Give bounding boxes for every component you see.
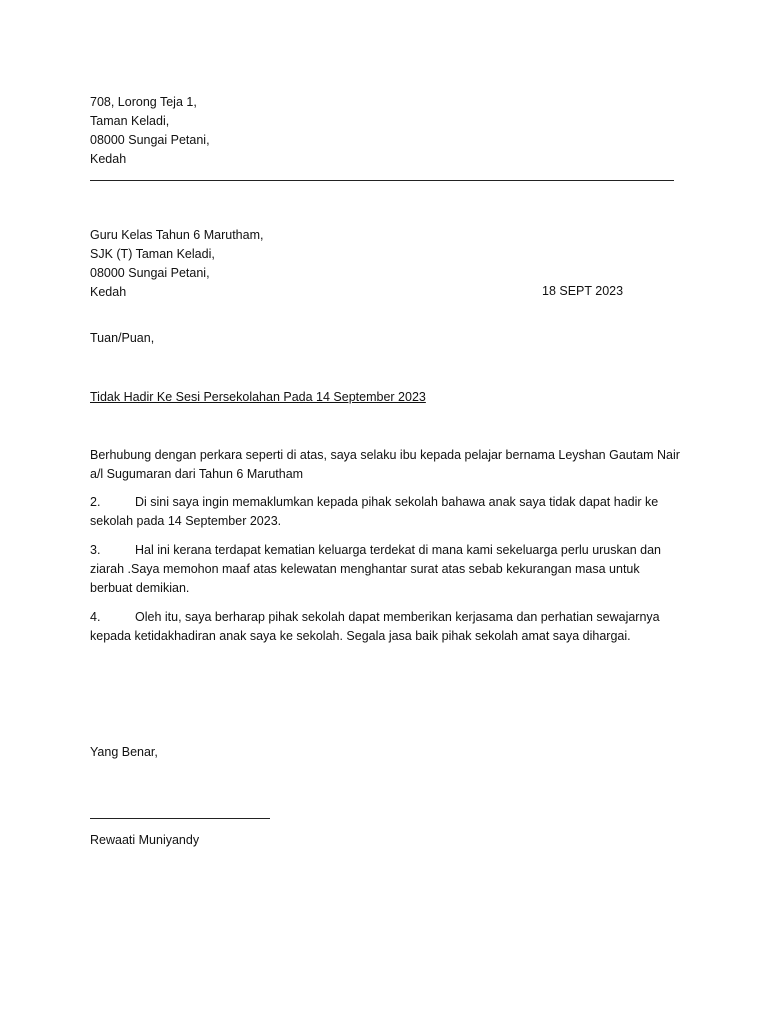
sender-address-line: 708, Lorong Teja 1, — [90, 95, 197, 109]
sender-address-line: Kedah — [90, 152, 127, 166]
recipient-address — [90, 226, 263, 302]
body-paragraph — [90, 541, 680, 598]
sender-address-line: 08000 Sungai Petani, — [90, 133, 210, 147]
body-paragraph — [90, 608, 680, 646]
sender-address — [90, 93, 210, 169]
closing: Yang Benar, — [90, 745, 158, 759]
letter-date: 18 SEPT 2023 — [542, 284, 624, 298]
sender-address-line: Taman Keladi, — [90, 114, 170, 128]
paragraph-number: 4. — [90, 610, 101, 624]
letter-subject: Tidak Hadir Ke Sesi Persekolahan Pada 14 September 2023 — [90, 390, 426, 404]
signer-name: Rewaati Muniyandy — [90, 833, 200, 847]
paragraph-text: Hal ini kerana terdapat kematian keluarga terdekat di mana kami sekeluarga perlu uruskan dan ziarah .Saya memohon maaf atas kelewatan menghantar surat atas sebab kekurangan masa untuk berbuat demikian. — [90, 543, 661, 595]
recipient-address-line: SJK (T) Taman Keladi, — [90, 247, 215, 261]
paragraph-text: Oleh itu, saya berharap pihak sekolah dapat memberikan kerjasama dan perhatian sewajarnya kepada ketidakhadiran anak saya ke sekolah. Segala jasa baik pihak sekolah amat saya dihargai. — [90, 610, 660, 643]
body-paragraph — [90, 446, 680, 484]
recipient-address-line: Guru Kelas Tahun 6 Marutham, — [90, 228, 264, 242]
body-paragraph — [90, 493, 680, 531]
paragraph-text: Berhubung dengan perkara seperti di atas, saya selaku ibu kepada pelajar bernama Leyshan Gautam Nair a/l Sugumaran dari Tahun 6 Marutham — [90, 448, 680, 481]
recipient-address-line: Kedah — [90, 285, 127, 299]
paragraph-number: 3. — [90, 543, 101, 557]
recipient-address-line: 08000 Sungai Petani, — [90, 266, 210, 280]
signature-line — [90, 818, 270, 819]
header-divider — [90, 180, 674, 181]
paragraph-text: Di sini saya ingin memaklumkan kepada pihak sekolah bahawa anak saya tidak dapat hadir ke sekolah pada 14 September 2023. — [90, 495, 659, 528]
salutation: Tuan/Puan, — [90, 331, 155, 345]
paragraph-number: 2. — [90, 495, 101, 509]
